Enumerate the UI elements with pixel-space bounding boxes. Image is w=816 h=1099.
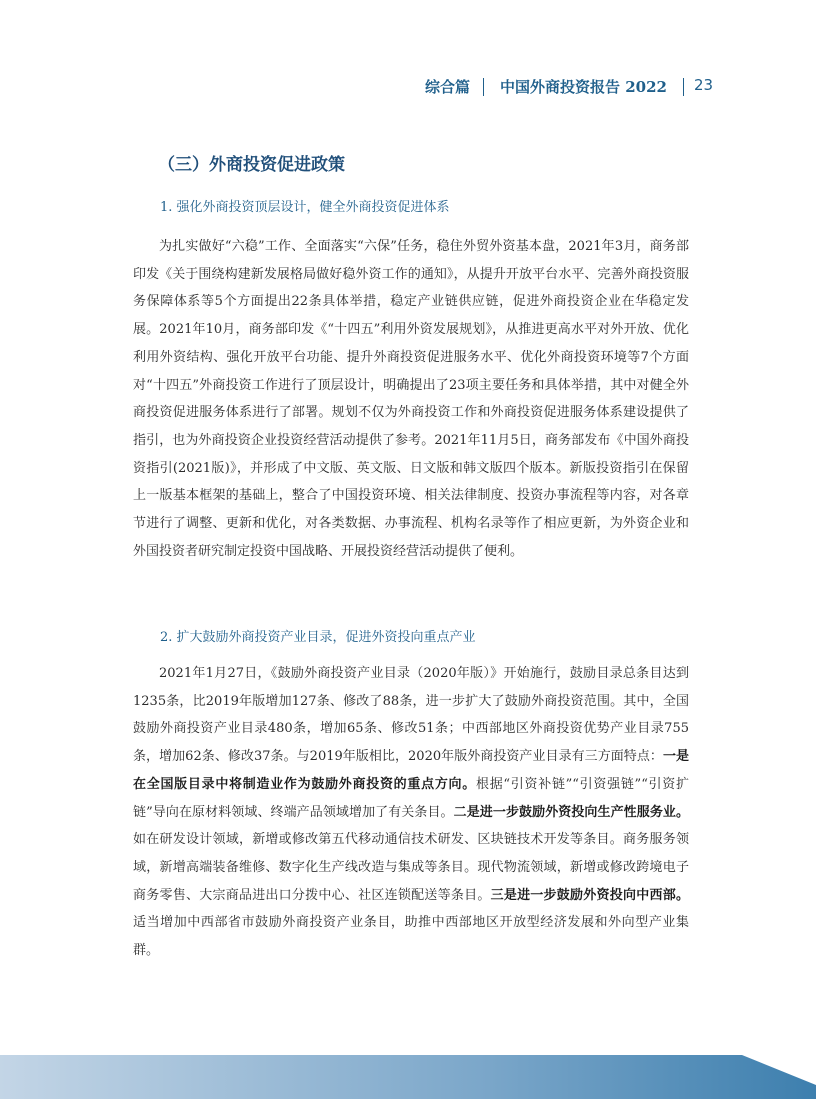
header-section-label: 综合篇 bbox=[425, 78, 471, 96]
page-header bbox=[0, 76, 816, 100]
page-number: 23 bbox=[694, 76, 714, 94]
paragraph-text: 如在研发设计领域，新增或修改第五代移动通信技术研发、区块链技术开发等条目。商务服务领域，新增高端装备维修、数字化生产线改造与集成等条目。现代物流领域，新增或修改跨境电子商务零售、大宗商品进出口分拨中心、社区连锁配送等条目。 bbox=[133, 832, 689, 903]
key-point-2: 二是进一步鼓励外资投向生产性服务业。 bbox=[453, 804, 689, 820]
subsection-2-paragraph bbox=[133, 660, 689, 965]
header-divider bbox=[483, 78, 484, 96]
subsection-2-title: 2. 扩大鼓励外商投资产业目录，促进外资投向重点产业 bbox=[160, 630, 476, 645]
section-title: （三）外商投资促进政策 bbox=[158, 155, 345, 175]
footer-band-shape bbox=[0, 1055, 816, 1099]
paragraph-text: 根据“引资补链”“引资强链”“引资扩链”导向在原材料领域、终端产品领域增加了有关条目。 bbox=[133, 776, 689, 820]
paragraph-text: 适当增加中西部省市鼓励外商投资产业条目，助推中西部地区开放型经济发展和外向型产业集群。 bbox=[133, 915, 689, 959]
subsection-1-paragraph: 为扎实做好“六稳”工作、全面落实“六保”任务，稳住外贸外资基本盘，2021年3月，商务部印发《关于围绕构建新发展格局做好稳外资工作的通知》，从提升开放平台水平、完善外商投资服务保障体系等5个方面提出22条具体举措，稳定产业链供应链，促进外商投资企业在华稳定发展。2021年10月，商务部印发《“十四五”利用外资发展规划》，从推进更高水平对外开放、优化利用外资结构、强化开放平台功能、提升外商投资促进服务水平、优化外商投资环境等7个方面对“十四五”外商投资工作进行了顶层设计，明确提出了23项主要任务和具体举措，其中对健全外商投资促进服务体系进行了部署。规划不仅为外商投资工作和外商投资促进服务体系建设提供了指引，也为外商投资企业投资经营活动提供了参考。2021年11月5日，商务部发布《中国外商投资指引(2021版)》，并形成了中文版、英文版、日文版和韩文版四个版本。新版投资指引在保留上一版基本框架的基础上，整合了中国投资环境、相关法律制度、投资办事流程等内容，对各章节进行了调整、更新和优化，对各类数据、办事流程、机构名录等作了相应更新，为外资企业和外国投资者研究制定投资中国战略、开展投资经营活动提供了便利。 bbox=[133, 239, 689, 559]
paragraph-text: 2021年1月27日，《鼓励外商投资产业目录（2020年版）》开始施行，鼓励目录总条目达到1235条，比2019年版增加127条、修改了88条，进一步扩大了鼓励外商投资范围。其中，全国鼓励外商投资产业目录480条，增加65条、修改51条；中西部地区外商投资优势产业目录755条，增加62条、修改37条。与2019年版相比，2020年版外商投资产业目录有三方面特点： bbox=[133, 666, 689, 765]
header-report-title: 中国外商投资报告 2022 bbox=[500, 78, 667, 96]
footer-decorative-band bbox=[0, 1055, 816, 1099]
key-point-1: 一是在全国版目录中将制造业作为鼓励外商投资的重点方向。 bbox=[133, 749, 689, 792]
header-divider bbox=[683, 78, 684, 96]
key-point-3: 三是进一步鼓励外资投向中西部。 bbox=[490, 887, 689, 903]
subsection-1-title: 1. 强化外商投资顶层设计，健全外商投资促进体系 bbox=[160, 200, 450, 215]
